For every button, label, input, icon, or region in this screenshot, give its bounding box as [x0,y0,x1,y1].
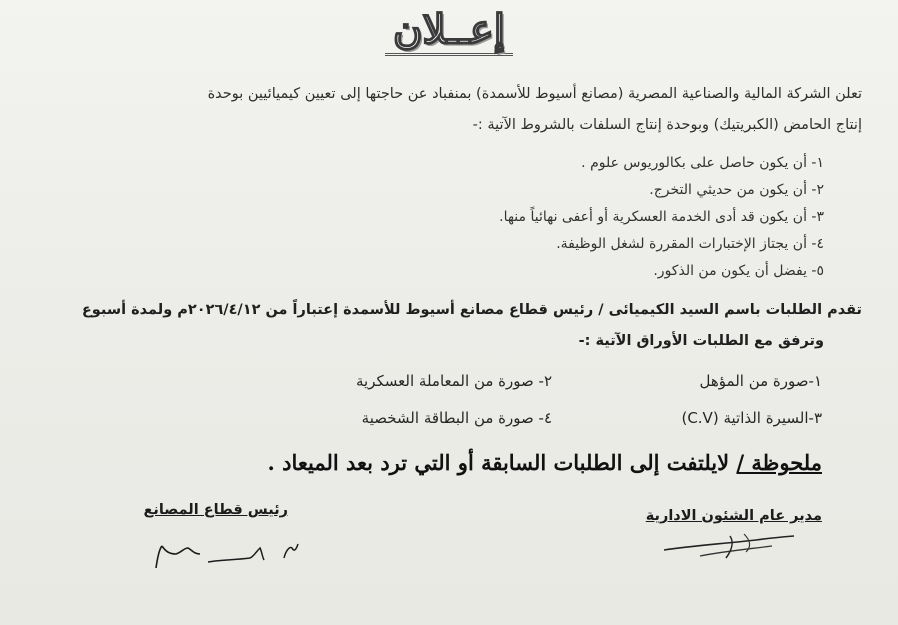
document-2: ٢- صورة من المعاملة العسكرية [356,372,552,390]
note-line [267,450,822,475]
document-1: ١-صورة من المؤهل [699,372,822,390]
signature-scrawl-left [150,534,310,574]
document-4: ٤- صورة من البطاقة الشخصية [361,409,552,427]
condition-3: ٣- أن يكون قد أدى الخدمة العسكرية أو أعفى نهائياً منها. [499,209,824,225]
submission-line-2: وترفق مع الطلبات الأوراق الآتية :- [578,333,824,349]
condition-2: ٢- أن يكون من حديثي التخرج. [649,182,824,198]
condition-5: ٥- يفضل أن يكون من الذكور. [653,263,824,279]
document-3: ٣-السيرة الذاتية (C.V) [681,409,822,427]
signature-scrawl-right [660,528,800,564]
note-text: لايلتفت إلى الطلبات السابقة أو التي ترد بعد الميعاد . [267,450,737,475]
condition-4: ٤- أن يجتاز الإختبارات المقررة لشغل الوظيفة. [556,236,824,252]
intro-line-1: تعلن الشركة المالية والصناعية المصرية (مصانع أسيوط للأسمدة) بمنفباد عن حاجتها إلى تعيين كيميائيين بوحدة [207,86,862,102]
intro-line-2: إنتاج الحامض (الكبريتيك) وبوحدة إنتاج السلفات بالشروط الآتية :- [472,117,862,133]
document-title: إعــلان [385,6,513,56]
signature-title-left: رئيس قطاع المصانع [143,502,288,518]
condition-1: ١- أن يكون حاصل على بكالوريوس علوم . [581,155,824,171]
note-label: ملحوظة / [736,450,822,475]
signature-title-right: مدير عام الشئون الادارية [645,508,822,524]
submission-line-1: تقدم الطلبات باسم السيد الكيميائى / رئيس قطاع مصانع أسيوط للأسمدة إعتباراً من ٢٠٢٦/٤/١٢م ولمدة أسبوع [81,302,862,318]
title-block [0,6,898,56]
